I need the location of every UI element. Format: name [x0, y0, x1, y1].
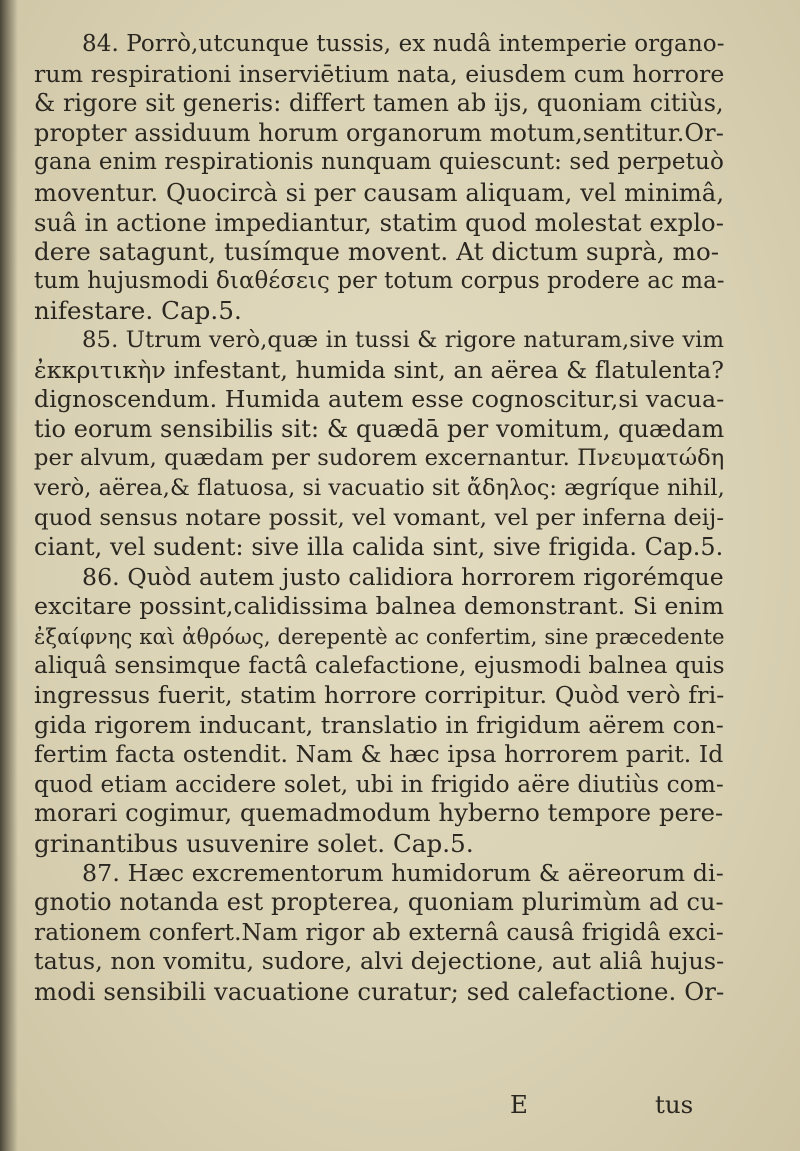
- text-line: nifestare. Cap.5.: [34, 296, 242, 326]
- text-line: dignoscendum. Humida autem esse cognoscitur,si vacua-: [34, 385, 725, 414]
- text-line: gida rigorem inducant, translatio in frigidum aërem con-: [34, 710, 724, 739]
- binding-gutter-shadow: [0, 0, 18, 1151]
- text-line: morari cogimur, quemadmodum hyberno tempore pere-: [34, 799, 724, 828]
- catchline: [0, 1090, 800, 1120]
- text-line: & rigore sit generis: differt tamen ab ijs, quoniam citiùs,: [34, 89, 724, 118]
- text-line: rationem confert.Nam rigor ab externâ causâ frigidâ exci-: [34, 918, 724, 946]
- text-line: grinantibus usuvenire solet. Cap.5.: [34, 829, 474, 859]
- text-line: tio eorum sensibilis sit: & quædā per vomitum, quædam: [34, 414, 725, 443]
- signature-mark: E: [510, 1090, 528, 1119]
- text-line: verò, aërea,& flatuosa, si vacuatio sit ἄδηλος: ægríque nihil,: [34, 474, 725, 501]
- text-line: quod sensus notare possit, vel vomant, vel per inferna deij-: [34, 504, 725, 531]
- text-line: dere satagunt, tusímque movent. At dictum suprà, mo-: [34, 237, 720, 267]
- text-line: excitare possint,calidissima balnea demonstrant. Si enim: [34, 592, 724, 621]
- text-line: ἐκκριτικὴν infestant, humida sint, an aërea & flatulenta?: [34, 355, 725, 384]
- text-line: fertim facta ostendit. Nam & hæc ipsa horrorem parit. Id: [34, 740, 724, 769]
- text-line: aliquâ sensimque factâ calefactione, ejusmodi balnea quis: [34, 652, 725, 680]
- text-line: 85. Utrum verò,quæ in tussi & rigore naturam,sive vim: [82, 326, 725, 353]
- text-line: 84. Porrò,utcunque tussis, ex nudâ intemperie organo-: [82, 31, 725, 57]
- text-block: [34, 30, 724, 1007]
- text-line: suâ in actione impediantur, statim quod molestat explo-: [34, 207, 725, 237]
- text-line: rum respirationi inserviētium nata, eiusdem cum horrore: [34, 59, 725, 88]
- text-line: quod etiam accidere solet, ubi in frigido aëre diutiùs com-: [34, 770, 724, 798]
- text-line: ciant, vel sudent: sive illa calida sint, sive frigida. Cap.5.: [34, 533, 724, 562]
- text-line: per alvum, quædam per sudorem excernantur. Πνευματώδη: [34, 445, 725, 472]
- text-line: 86. Quòd autem justo calidiora horrorem rigorémque: [82, 562, 724, 591]
- text-line: ingressus fuerit, statim horrore corripitur. Quòd verò fri-: [34, 681, 725, 710]
- text-line: propter assiduum horum organorum motum,sentitur.Or-: [34, 118, 724, 147]
- text-line: ἐξαίφνης καὶ ἀθρόως, derepentè ac confertim, sine præcedente: [34, 623, 725, 649]
- text-line: moventur. Quocircà si per causam aliquam, vel minimâ,: [34, 177, 725, 207]
- catchword: tus: [655, 1090, 694, 1119]
- text-line: tum hujusmodi διαθέσεις per totum corpus prodere ac ma-: [34, 267, 725, 294]
- text-line: modi sensibili vacuatione curatur; sed calefactione. Or-: [34, 977, 725, 1006]
- text-line: gnotio notanda est propterea, quoniam plurimùm ad cu-: [34, 888, 724, 917]
- text-line: tatus, non vomitu, sudore, alvi dejectione, aut aliâ hujus-: [34, 947, 725, 976]
- text-line: 87. Hæc excrementorum humidorum & aëreorum di-: [82, 858, 724, 887]
- text-line: gana enim respirationis nunquam quiescunt: sed perpetuò: [34, 149, 724, 176]
